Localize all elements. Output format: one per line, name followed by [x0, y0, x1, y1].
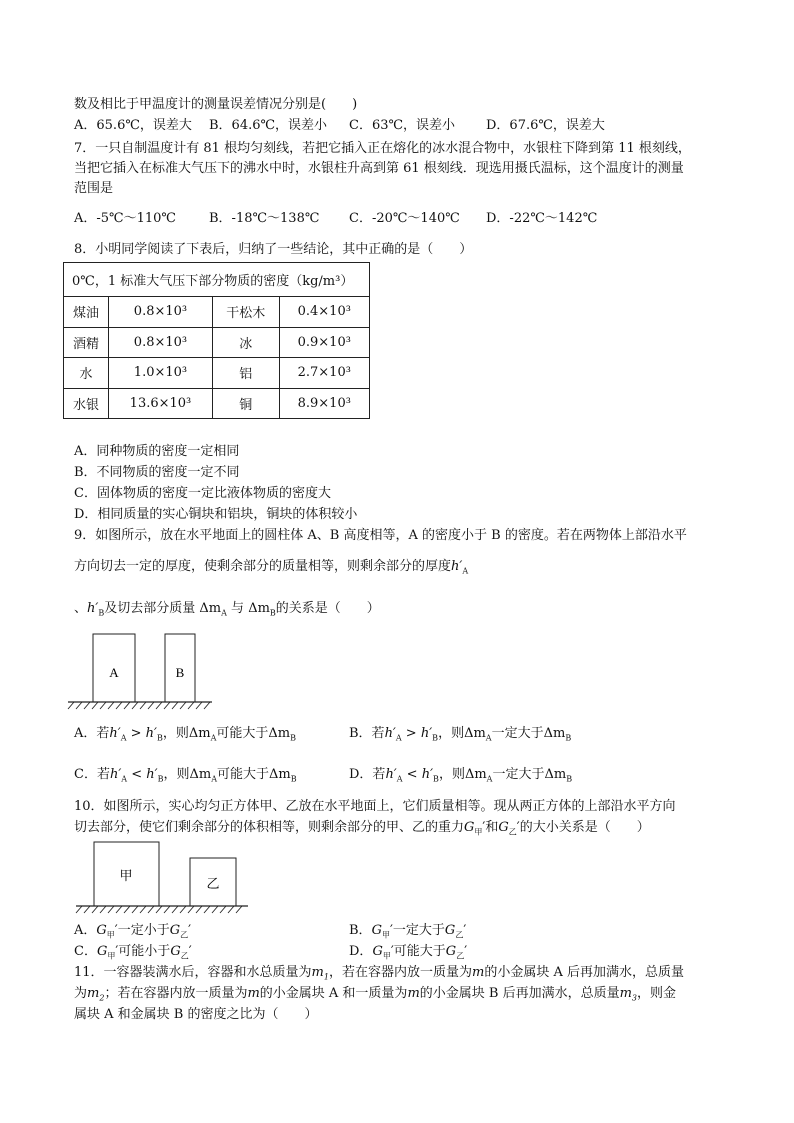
density-table: [63, 262, 370, 419]
q7-stem-line1: 7．一只自制温度计有 81 根均匀刻线，若把它插入正在熔化的冰水混合物中，水银柱下降到第 11 根刻线，: [74, 141, 691, 156]
q7-option-c[interactable]: C．-20℃～140℃: [349, 211, 460, 226]
q8-option-c[interactable]: C．固体物质的密度一定比液体物质的密度大: [74, 486, 331, 501]
table-row: [64, 297, 370, 328]
q10-option-a[interactable]: A．$G_甲'$一定小于$G_乙'$: [74, 923, 192, 940]
q9-option-d[interactable]: D．若$h'_A < h'_B$，则$\Delta m_A$一定大于$\Delta m_B$: [349, 767, 573, 784]
q9-option-b[interactable]: B．若$h'_A > h'_B$，则$\Delta m_A$一定大于$\Delta m_B$: [349, 726, 572, 743]
q9-stem-line3: 、$h'_B$及切去部分质量 $\Delta m_A$ 与 $\Delta m_B$的关系是（ ）: [74, 601, 380, 618]
table-cell: 铝: [213, 358, 280, 389]
table-row: [64, 358, 370, 389]
table-cell: 铜: [213, 388, 280, 419]
table-cell: 水: [64, 358, 109, 389]
cylinder-b-label: B: [175, 665, 185, 680]
density-table-header: 0℃，1 标准大气压下部分物质的密度（kg/m³）: [64, 263, 370, 297]
q10-stem-line2: 切去部分，使它们剩余部分的体积相等，则剩余部分的甲、乙的重力$G_甲'$和$G_乙'$的大小关系是（ ）: [74, 820, 650, 837]
cubes-figure: [70, 838, 250, 918]
table-cell: 0.9×10³: [279, 327, 369, 358]
cylinders-figure: [66, 632, 216, 712]
q9-option-a[interactable]: A．若$h'_A > h'_B$，则$\Delta m_A$可能大于$\Delta m_B$: [74, 726, 297, 743]
table-row: [64, 388, 370, 419]
q6-option-a[interactable]: A．65.6℃，误差大: [74, 118, 192, 133]
table-cell: 2.7×10³: [279, 358, 369, 389]
table-cell: 0.4×10³: [279, 297, 369, 328]
q11-stem-line3: 属块 A 和金属块 B 的密度之比为（ ）: [74, 1007, 318, 1022]
table-cell: 8.9×10³: [279, 388, 369, 419]
q7-stem-line2: 当把它插入在标准大气压下的沸水中时，水银柱升高到第 61 根刻线．现选用摄氏温标，这个温度计的测量: [74, 161, 684, 176]
q7-option-d[interactable]: D．-22℃～142℃: [486, 211, 598, 226]
q6-option-b[interactable]: B．64.6℃，误差小: [209, 118, 328, 133]
q9-option-c[interactable]: C．若$h'_A < h'_B$，则$\Delta m_A$可能大于$\Delta m_B$: [74, 767, 297, 784]
q7-option-a[interactable]: A．-5℃～110℃: [74, 211, 176, 226]
table-cell: 13.6×10³: [108, 388, 212, 419]
cube-yi-label: 乙: [206, 877, 220, 892]
q11-stem-line2: 为$m_2$；若在容器内放一质量为m的小金属块 A 和一质量为m的小金属块 B 后再加满水，总质量$m_3$，则金: [74, 986, 677, 1003]
ground-hatch: [68, 702, 210, 709]
q9-stem-line1: 9．如图所示，放在水平地面上的圆柱体 A、B 高度相等，A 的密度小于 B 的密度。若在两物体上部沿水平: [74, 528, 687, 543]
table-cell: 煤油: [64, 297, 109, 328]
q8-stem: 8．小明同学阅读了下表后，归纳了一些结论，其中正确的是（ ）: [74, 242, 473, 257]
table-cell: 酒精: [64, 327, 109, 358]
q7-option-b[interactable]: B．-18℃～138℃: [209, 211, 320, 226]
table-cell: 0.8×10³: [108, 297, 212, 328]
q11-stem-line1: 11．一容器装满水后，容器和水总质量为$m_1$，若在容器内放一质量为m的小金属块 A 后再加满水，总质量: [74, 965, 684, 982]
table-cell: 冰: [213, 327, 280, 358]
q6-stem-tail: 数及相比于甲温度计的测量误差情况分别是( ): [74, 97, 358, 112]
table-cell: 干松木: [213, 297, 280, 328]
q6-option-c[interactable]: C．63℃，误差小: [349, 118, 456, 133]
table-cell: 0.8×10³: [108, 327, 212, 358]
table-cell: 水银: [64, 388, 109, 419]
table-cell: 1.0×10³: [108, 358, 212, 389]
q10-option-d[interactable]: D．$G_甲'$可能大于$G_乙'$: [349, 944, 468, 961]
q10-stem-line1: 10．如图所示，实心均匀正方体甲、乙放在水平地面上，它们质量相等。现从两正方体的上部沿水平方向: [74, 799, 676, 814]
cube-jia-label: 甲: [119, 869, 133, 884]
q9-stem-line2: 方向切去一定的厚度，使剩余部分的质量相等，则剩余部分的厚度$h'_A$: [74, 559, 469, 576]
q8-option-b[interactable]: B．不同物质的密度一定不同: [74, 465, 240, 480]
q10-option-b[interactable]: B．$G_甲'$一定大于$G_乙'$: [349, 923, 467, 940]
q7-stem-line3: 范围是: [74, 181, 114, 196]
q10-option-c[interactable]: C．$G_甲'$可能小于$G_乙'$: [74, 944, 192, 961]
q8-option-a[interactable]: A．同种物质的密度一定相同: [74, 444, 240, 459]
q6-option-d[interactable]: D．67.6℃，误差大: [486, 118, 605, 133]
q8-option-d[interactable]: D．相同质量的实心铜块和铝块，铜块的体积较小: [74, 507, 358, 522]
table-row: [64, 327, 370, 358]
cylinder-a-label: A: [109, 665, 119, 680]
ground-hatch: [76, 906, 242, 913]
